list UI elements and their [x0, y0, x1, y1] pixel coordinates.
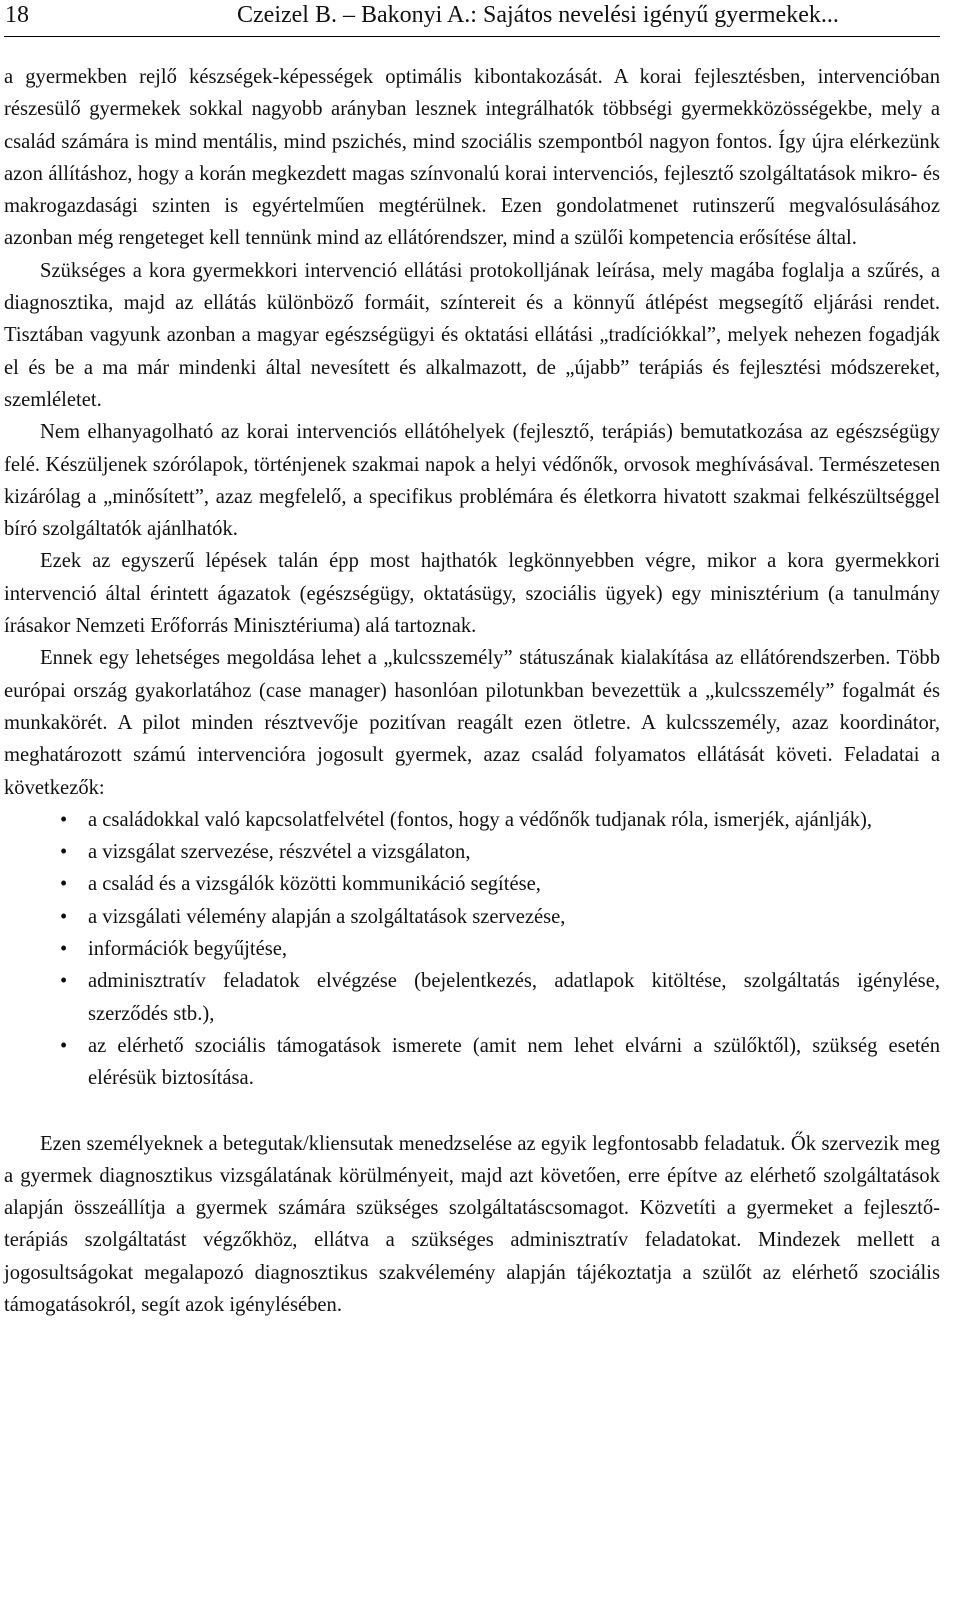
paragraph-closing: Ezen személyeknek a betegutak/kliensutak menedzselése az egyik legfontosabb feladatuk. Ők szervezik meg a gyermek diagnosztikus vizsgálatának körülményeit, majd azt követően, erre építve az elérhető szolgáltatások alapján összeállítja a gyermek számára szükséges szolgáltatáscsomagot. Közvetíti a gyermeket a fejlesztő-terápiás szolgáltatást végzőkhöz, ellátva a szükséges adminisztratív feladatokat. Mindezek mellett a jogosultságokat megalapozó diagnosztikus szakvélemény alapján tájékoztatja a szülőt az elérhető szociális támogatásokról, segít azok igénylésében. — [4, 1132, 940, 1316]
page-header — [4, 0, 940, 37]
list-item-text: a vizsgálati vélemény alapján a szolgáltatások szervezése, — [88, 905, 566, 928]
bullet-icon: • — [60, 1034, 68, 1057]
bullet-icon: • — [60, 841, 68, 864]
list-item — [60, 804, 940, 836]
bullet-icon: • — [60, 970, 68, 993]
bullet-icon: • — [60, 808, 68, 831]
bullet-icon: • — [60, 938, 68, 961]
task-list — [4, 804, 940, 1095]
section-gap — [4, 1095, 940, 1128]
page-number: 18 — [5, 2, 29, 28]
list-item — [60, 1030, 940, 1095]
paragraph-continued: a gyermekben rejlő készségek-képességek optimális kibontakozását. A korai fejlesztésben, intervencióban részesülő gyermekek sokkal nagyobb arányban lesznek integrálhatók többségi gyermekközösségekbe, mely a család számára is mind mentális, mind pszichés, mind szociális szempontból nagyon fontos. Így újra elérkezünk azon állításhoz, hogy a korán megkezdett magas színvonalú korai intervenciós, fejlesztő szolgáltatások mikro- és makrogazdasági szinten is egyértelműen megtérülnek. Ezen gondolatmenet rutinszerű megvalósulásához azonban még rengeteget kell tennünk mind az ellátórendszer, mind a szülői kompetencia erősítése által. — [4, 66, 940, 250]
body-text — [4, 61, 940, 1321]
paragraph-protocol: Szükséges a kora gyermekkori intervenció ellátási protokolljának leírása, mely magába foglalja a szűrés, a diagnosztika, majd az ellátás különböző formáit, színtereit és a könnyű átlépést megsegítő eljárási rendet. Tisztában vagyunk azonban a magyar egészségügyi és oktatási ellátási „tradíciókkal”, melyek nehezen fogadják el és be a ma már mindenki által nevesített és alkalmazott, de „újabb” terápiás és fejlesztési módszereket, szemléletet. — [4, 259, 940, 411]
list-item-text: a család és a vizsgálók közötti kommunikáció segítése, — [88, 873, 541, 896]
list-item-text: a családokkal való kapcsolatfelvétel (fontos, hogy a védőnők tudjanak róla, ismerjék, ajánlják), — [88, 808, 873, 831]
list-item — [60, 901, 940, 933]
list-item-text: információk begyűjtése, — [88, 938, 288, 961]
paragraph-key-person: Ennek egy lehetséges megoldása lehet a „kulcsszemély” státuszának kialakítása az ellátórendszerben. Több európai ország gyakorlatához (case manager) hasonlóan pilotunkban bevezettük a „kulcsszemély” fogalmát és munkakörét. A pilot minden résztvevője pozitívan reagált ezen ötletre. A kulcsszemély, azaz koordinátor, meghatározott számú intervencióra jogosult gyermek, azaz család folyamatos ellátását követi. Feladatai a következők: — [4, 647, 940, 799]
list-item — [60, 868, 940, 900]
running-title: Czeizel B. – Bakonyi A.: Sajátos nevelési igényű gyermekek... — [237, 2, 839, 28]
list-item — [60, 965, 940, 1030]
list-item-text: a vizsgálat szervezése, részvétel a vizsgálaton, — [88, 841, 471, 864]
paragraph-ministry: Ezek az egyszerű lépések talán épp most hajthatók legkönnyebben végre, mikor a kora gyermekkori intervenció által érintett ágazatok (egészségügy, oktatásügy, szociális ügyek) egy minisztérium (a tanulmány írásakor Nemzeti Erőforrás Minisztériuma) alá tartoznak. — [4, 550, 940, 638]
bullet-icon: • — [60, 905, 68, 928]
bullet-icon: • — [60, 873, 68, 896]
paragraph-presentation: Nem elhanyagolható az korai intervenciós ellátóhelyek (fejlesztő, terápiás) bemutatkozása az egészségügy felé. Készüljenek szórólapok, történjenek szakmai napok a helyi védőnők, orvosok meghívásával. Természetesen kizárólag a „minősített”, azaz megfelelő, a specifikus problémára és életkorra hivatott szakmai felkészültséggel bíró szolgáltatók ajánlhatók. — [4, 421, 940, 541]
document-page — [4, 0, 940, 1321]
list-item-text: az elérhető szociális támogatások ismerete (amit nem lehet elvárni a szülőktől), szükség esetén elérésük biztosítása. — [88, 1034, 940, 1090]
list-item — [60, 836, 940, 868]
list-item-text: adminisztratív feladatok elvégzése (bejelentkezés, adatlapok kitöltése, szolgáltatás igénylése, szerződés stb.), — [88, 970, 940, 1025]
list-item — [60, 933, 940, 965]
